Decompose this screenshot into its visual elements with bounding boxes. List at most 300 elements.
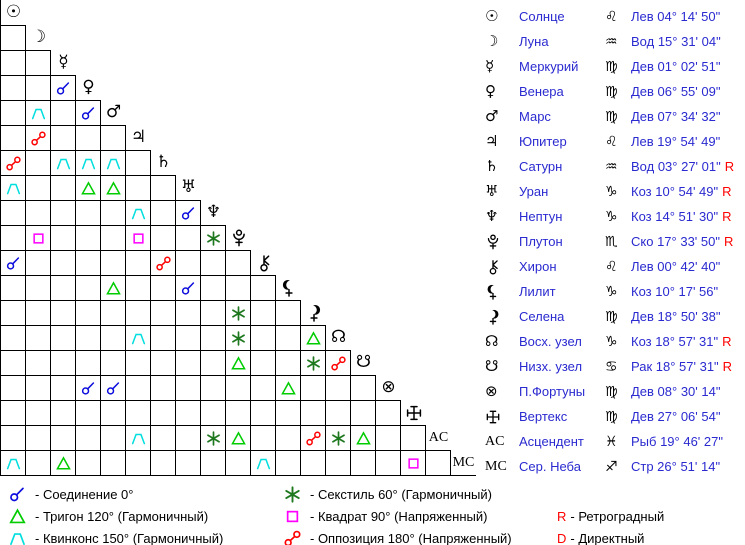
neptune-icon: ♆ bbox=[205, 202, 222, 222]
aspect-cell-venus-sun bbox=[0, 75, 26, 101]
aspect-cell-mars-mercury bbox=[50, 100, 76, 126]
planet-glyph-cell bbox=[485, 435, 519, 449]
aspect-opp-icon bbox=[5, 155, 22, 172]
legend-item-quin bbox=[8, 528, 223, 545]
planet-glyph-cell bbox=[485, 309, 519, 325]
aspect-trine-icon bbox=[230, 355, 247, 372]
aspect-conj-icon bbox=[8, 485, 27, 504]
aspect-cell-north-node-uranus bbox=[175, 325, 201, 351]
aspect-cell-pluto-uranus bbox=[175, 225, 201, 251]
planet-glyph-cell bbox=[485, 109, 519, 124]
aspect-cell-south-node-moon bbox=[25, 350, 51, 376]
aspect-cell-fortune-north-node bbox=[325, 375, 351, 401]
aspect-cell-fortune-mars bbox=[100, 375, 126, 401]
grid-planet-glyph-lilith bbox=[275, 275, 301, 301]
aspect-quin-icon bbox=[130, 430, 147, 447]
venus-icon: ♀ bbox=[485, 82, 496, 100]
zodiac-sign-icon: ♋ bbox=[605, 358, 618, 375]
aspect-cell-mc-fortune bbox=[375, 450, 401, 476]
aspect-cell-jupiter-sun bbox=[0, 125, 26, 151]
aspect-cell-pluto-mars bbox=[100, 225, 126, 251]
uranus-icon: ♅ bbox=[180, 177, 197, 197]
mc-icon: MC bbox=[452, 454, 475, 470]
aspect-trine-icon bbox=[230, 430, 247, 447]
aspect-opp-icon bbox=[330, 355, 347, 372]
aspect-cell-fortune-lilith bbox=[275, 375, 301, 401]
aspect-cell-mc-moon bbox=[25, 450, 51, 476]
planet-row-lilith bbox=[485, 279, 743, 304]
aspect-cell-selena-mercury bbox=[50, 300, 76, 326]
aspect-cell-mc-jupiter bbox=[125, 450, 151, 476]
planet-position: Дев 07° 34' 32" bbox=[631, 109, 721, 124]
aspect-cell-neptune-jupiter bbox=[125, 200, 151, 226]
aspect-conj-icon bbox=[55, 80, 72, 97]
aspect-cell-mc-asc bbox=[425, 450, 451, 476]
mars-icon: ♂ bbox=[105, 102, 122, 122]
aspect-cell-south-node-venus bbox=[75, 350, 101, 376]
aspect-quin-icon bbox=[255, 455, 272, 472]
aspect-cell-lilith-mercury bbox=[50, 275, 76, 301]
zodiac-sign-icon: ♑ bbox=[605, 183, 618, 200]
retrograde-flag: R bbox=[722, 359, 733, 374]
aspect-cell-asc-chiron bbox=[250, 425, 276, 451]
zodiac-sign-icon: ♏ bbox=[605, 233, 618, 250]
aspect-cell-asc-selena bbox=[300, 425, 326, 451]
aspect-cell-selena-neptune bbox=[200, 300, 226, 326]
grid-planet-glyph-neptune bbox=[200, 200, 226, 226]
aspect-quin-icon bbox=[5, 455, 22, 472]
aspect-cell-south-node-jupiter bbox=[125, 350, 151, 376]
retrograde-flag: R bbox=[722, 184, 732, 199]
aspect-sext-icon bbox=[283, 485, 302, 504]
aspect-cell-vertex-mercury bbox=[50, 400, 76, 426]
legend-symbol bbox=[283, 507, 305, 526]
aspect-cell-chiron-sun bbox=[0, 250, 26, 276]
aspect-cell-south-node-neptune bbox=[200, 350, 226, 376]
aspect-cell-selena-lilith bbox=[275, 300, 301, 326]
aspect-cell-pluto-sun bbox=[0, 225, 26, 251]
planet-name: Юпитер bbox=[519, 134, 567, 149]
planet-glyph-cell bbox=[485, 460, 519, 474]
planet-row-sun bbox=[485, 4, 743, 29]
aspect-cell-vertex-saturn bbox=[150, 400, 176, 426]
moon-icon: ☽ bbox=[485, 32, 499, 50]
planet-position: Лев 04° 14' 50" bbox=[631, 9, 721, 24]
aspect-cell-mc-neptune bbox=[200, 450, 226, 476]
selena-icon bbox=[305, 304, 323, 322]
aspect-cell-fortune-mercury bbox=[50, 375, 76, 401]
aspect-cell-chiron-jupiter bbox=[125, 250, 151, 276]
aspect-cell-moon-sun bbox=[0, 25, 26, 51]
aspect-conj-icon bbox=[180, 205, 197, 222]
aspect-cell-vertex-mars bbox=[100, 400, 126, 426]
aspect-cell-south-node-selena bbox=[300, 350, 326, 376]
aspect-cell-mc-chiron bbox=[250, 450, 276, 476]
planet-name: Сер. Неба bbox=[519, 459, 581, 474]
aspect-cell-uranus-moon bbox=[25, 175, 51, 201]
mc-icon: MC bbox=[485, 458, 507, 474]
aspect-cell-fortune-venus bbox=[75, 375, 101, 401]
aspect-cell-mercury-moon bbox=[25, 50, 51, 76]
aspect-cell-mc-pluto bbox=[225, 450, 251, 476]
aspect-cell-chiron-neptune bbox=[200, 250, 226, 276]
planet-position: Рыб 19° 46' 27" bbox=[631, 434, 723, 449]
planet-name: Восх. узел bbox=[519, 334, 582, 349]
planet-row-venus bbox=[485, 79, 743, 104]
aspect-cell-lilith-neptune bbox=[200, 275, 226, 301]
grid-planet-glyph-south-node bbox=[350, 350, 376, 376]
neptune-icon: ♆ bbox=[485, 207, 499, 225]
aspect-cell-lilith-chiron bbox=[250, 275, 276, 301]
aspect-cell-pluto-neptune bbox=[200, 225, 226, 251]
aspect-cell-lilith-pluto bbox=[225, 275, 251, 301]
planet-row-chiron bbox=[485, 254, 743, 279]
legend-item-opp bbox=[283, 528, 512, 545]
legend-item-conj bbox=[8, 484, 133, 504]
aspect-cell-saturn-moon bbox=[25, 150, 51, 176]
aspect-cell-asc-mercury bbox=[50, 425, 76, 451]
planet-row-fortune bbox=[485, 379, 743, 404]
aspect-quin-icon bbox=[130, 330, 147, 347]
zodiac-sign-icon: ♑ bbox=[605, 208, 618, 225]
aspect-trine-icon bbox=[280, 380, 297, 397]
planet-row-jupiter bbox=[485, 129, 743, 154]
planet-position: Дев 01° 02' 51" bbox=[631, 59, 721, 74]
legend-label: - Соединение 0° bbox=[35, 486, 134, 502]
pluto-icon bbox=[230, 229, 248, 247]
vertex-icon bbox=[405, 404, 423, 422]
planet-glyph-cell bbox=[485, 84, 519, 99]
aspect-cell-mc-mercury bbox=[50, 450, 76, 476]
aspect-cell-mc-sun bbox=[0, 450, 26, 476]
uranus-icon: ♅ bbox=[485, 182, 499, 200]
aspect-opp-icon bbox=[30, 130, 47, 147]
aspect-cell-pluto-moon bbox=[25, 225, 51, 251]
aspect-trine-icon bbox=[105, 180, 122, 197]
aspect-cell-uranus-sun bbox=[0, 175, 26, 201]
planet-glyph-cell bbox=[485, 209, 519, 224]
aspect-quin-icon bbox=[5, 180, 22, 197]
aspect-cell-vertex-selena bbox=[300, 400, 326, 426]
aspect-quin-icon bbox=[55, 155, 72, 172]
aspect-cell-selena-jupiter bbox=[125, 300, 151, 326]
aspect-quin-icon bbox=[30, 105, 47, 122]
aspect-sext-icon bbox=[230, 330, 247, 347]
aspect-quin-icon bbox=[8, 529, 27, 545]
planet-row-uranus bbox=[485, 179, 743, 204]
aspect-cell-north-node-mars bbox=[100, 325, 126, 351]
zodiac-sign-icon: ♌ bbox=[605, 8, 618, 25]
planet-position: Вод 15° 31' 04" bbox=[631, 34, 721, 49]
aspect-cell-uranus-saturn bbox=[150, 175, 176, 201]
planet-glyph-cell bbox=[485, 59, 519, 74]
aspect-cell-south-node-mercury bbox=[50, 350, 76, 376]
planet-row-north-node bbox=[485, 329, 743, 354]
aspect-sext-icon bbox=[205, 430, 222, 447]
planet-position: Стр 26° 51' 14" bbox=[631, 459, 721, 474]
planet-row-moon bbox=[485, 29, 743, 54]
aspect-trine-icon bbox=[355, 430, 372, 447]
aspect-cell-mc-selena bbox=[300, 450, 326, 476]
grid-planet-glyph-chiron bbox=[250, 250, 276, 276]
retro-label: - Директный bbox=[570, 530, 645, 545]
grid-planet-glyph-fortune bbox=[375, 375, 401, 401]
aspect-cell-pluto-mercury bbox=[50, 225, 76, 251]
aspect-cell-saturn-sun bbox=[0, 150, 26, 176]
mercury-icon: ☿ bbox=[58, 52, 69, 72]
south-node-icon: ☋ bbox=[355, 352, 372, 372]
grid-planet-glyph-asc bbox=[425, 425, 451, 451]
grid-planet-glyph-uranus bbox=[175, 175, 201, 201]
legend-label: - Секстиль 60° (Гармоничный) bbox=[310, 486, 492, 502]
planet-name: П.Фортуны bbox=[519, 384, 586, 399]
chiron-icon bbox=[485, 259, 501, 275]
aspect-cell-asc-sun bbox=[0, 425, 26, 451]
aspect-cell-selena-chiron bbox=[250, 300, 276, 326]
legend-item-trine bbox=[8, 506, 208, 526]
zodiac-sign-icon: ♓ bbox=[605, 433, 618, 450]
legend-symbol bbox=[283, 529, 305, 545]
legend-label: - Оппозиция 180° (Напряженный) bbox=[310, 530, 512, 545]
retro-letter: R bbox=[557, 508, 567, 524]
planet-name: Селена bbox=[519, 309, 565, 324]
legend-label: - Квадрат 90° (Напряженный) bbox=[310, 508, 488, 524]
fortune-icon: ⊗ bbox=[381, 377, 396, 397]
grid-planet-glyph-north-node bbox=[325, 325, 351, 351]
planet-glyph-cell bbox=[485, 384, 519, 399]
aspect-cell-vertex-neptune bbox=[200, 400, 226, 426]
aspect-cell-vertex-jupiter bbox=[125, 400, 151, 426]
aspect-quin-icon bbox=[105, 155, 122, 172]
aspect-cell-fortune-moon bbox=[25, 375, 51, 401]
aspects-legend bbox=[0, 484, 745, 545]
aspect-cell-asc-south-node bbox=[350, 425, 376, 451]
planet-name: Сатурн bbox=[519, 159, 563, 174]
selena-icon bbox=[485, 309, 501, 325]
aspect-cell-lilith-mars bbox=[100, 275, 126, 301]
aspect-cell-asc-fortune bbox=[375, 425, 401, 451]
aspect-cell-lilith-moon bbox=[25, 275, 51, 301]
aspect-cell-fortune-neptune bbox=[200, 375, 226, 401]
aspect-cell-saturn-mercury bbox=[50, 150, 76, 176]
grid-planet-glyph-selena bbox=[300, 300, 326, 326]
aspect-cell-fortune-uranus bbox=[175, 375, 201, 401]
aspect-square-icon bbox=[30, 230, 47, 247]
zodiac-sign-icon: ♌ bbox=[605, 133, 618, 150]
aspect-cell-asc-north-node bbox=[325, 425, 351, 451]
aspect-cell-chiron-moon bbox=[25, 250, 51, 276]
aspect-quin-icon bbox=[130, 205, 147, 222]
planet-row-mc bbox=[485, 454, 743, 479]
zodiac-sign-icon: ♍ bbox=[605, 383, 618, 400]
grid-planet-glyph-sun bbox=[0, 0, 26, 26]
aspect-cell-mc-north-node bbox=[325, 450, 351, 476]
aspect-cell-pluto-saturn bbox=[150, 225, 176, 251]
aspect-trine-icon bbox=[55, 455, 72, 472]
grid-planet-glyph-pluto bbox=[225, 225, 251, 251]
legend-symbol bbox=[283, 485, 305, 504]
grid-planet-glyph-mc bbox=[450, 450, 476, 476]
zodiac-sign-icon: ♒ bbox=[605, 33, 618, 50]
aspect-cell-asc-moon bbox=[25, 425, 51, 451]
zodiac-sign-icon: ♍ bbox=[605, 58, 618, 75]
aspect-cell-chiron-saturn bbox=[150, 250, 176, 276]
retrograde-flag: R bbox=[722, 334, 732, 349]
chiron-icon bbox=[255, 254, 273, 272]
aspect-trine-icon bbox=[80, 180, 97, 197]
aspect-opp-icon bbox=[155, 255, 172, 272]
planet-glyph-cell bbox=[485, 334, 519, 349]
aspect-cell-mars-moon bbox=[25, 100, 51, 126]
aspect-cell-selena-pluto bbox=[225, 300, 251, 326]
mars-icon: ♂ bbox=[485, 107, 499, 125]
planet-position: Дев 18° 50' 38" bbox=[631, 309, 721, 324]
aspect-conj-icon bbox=[5, 255, 22, 272]
planet-row-neptune bbox=[485, 204, 743, 229]
legend-symbol bbox=[8, 529, 30, 545]
zodiac-sign-icon: ♍ bbox=[605, 108, 618, 125]
planet-position: Коз 10° 17' 56" bbox=[631, 284, 719, 299]
aspect-cell-north-node-moon bbox=[25, 325, 51, 351]
aspect-conj-icon bbox=[180, 280, 197, 297]
aspect-cell-lilith-sun bbox=[0, 275, 26, 301]
aspect-cell-fortune-south-node bbox=[350, 375, 376, 401]
aspect-cell-south-node-mars bbox=[100, 350, 126, 376]
aspect-cell-chiron-venus bbox=[75, 250, 101, 276]
aspect-square-icon bbox=[283, 507, 302, 526]
planet-glyph-cell bbox=[485, 184, 519, 199]
aspect-cell-north-node-saturn bbox=[150, 325, 176, 351]
aspect-cell-south-node-uranus bbox=[175, 350, 201, 376]
aspect-cell-mc-vertex bbox=[400, 450, 426, 476]
aspect-cell-pluto-venus bbox=[75, 225, 101, 251]
aspect-cell-selena-moon bbox=[25, 300, 51, 326]
legend-retro-r bbox=[557, 506, 664, 526]
aspect-cell-selena-sun bbox=[0, 300, 26, 326]
aspect-cell-selena-mars bbox=[100, 300, 126, 326]
zodiac-sign-icon: ♍ bbox=[605, 308, 618, 325]
retrograde-flag: R bbox=[722, 209, 732, 224]
aspect-square-icon bbox=[130, 230, 147, 247]
aspect-cell-mc-venus bbox=[75, 450, 101, 476]
aspect-cell-vertex-uranus bbox=[175, 400, 201, 426]
aspect-cell-asc-neptune bbox=[200, 425, 226, 451]
aspect-cell-mc-mars bbox=[100, 450, 126, 476]
aspect-cell-selena-venus bbox=[75, 300, 101, 326]
aspect-cell-neptune-venus bbox=[75, 200, 101, 226]
grid-planet-glyph-venus bbox=[75, 75, 101, 101]
aspect-cell-chiron-mercury bbox=[50, 250, 76, 276]
aspect-cell-uranus-venus bbox=[75, 175, 101, 201]
aspect-cell-fortune-sun bbox=[0, 375, 26, 401]
aspect-cell-south-node-lilith bbox=[275, 350, 301, 376]
aspect-cell-vertex-moon bbox=[25, 400, 51, 426]
aspect-cell-south-node-sun bbox=[0, 350, 26, 376]
aspect-cell-chiron-pluto bbox=[225, 250, 251, 276]
aspect-cell-selena-saturn bbox=[150, 300, 176, 326]
mercury-icon: ☿ bbox=[485, 57, 495, 75]
aspect-cell-vertex-venus bbox=[75, 400, 101, 426]
planet-name: Меркурий bbox=[519, 59, 579, 74]
planet-glyph-cell bbox=[485, 409, 519, 425]
aspect-cell-neptune-moon bbox=[25, 200, 51, 226]
retrograde-flag: R bbox=[723, 234, 734, 249]
zodiac-sign-icon: ♑ bbox=[605, 333, 618, 350]
aspect-opp-icon bbox=[283, 529, 302, 545]
aspect-cell-asc-vertex bbox=[400, 425, 426, 451]
zodiac-sign-icon: ♍ bbox=[605, 408, 618, 425]
aspect-sext-icon bbox=[205, 230, 222, 247]
zodiac-sign-icon: ♑ bbox=[605, 283, 618, 300]
aspect-conj-icon bbox=[105, 380, 122, 397]
aspect-cell-mc-lilith bbox=[275, 450, 301, 476]
aspect-cell-jupiter-moon bbox=[25, 125, 51, 151]
aspect-cell-asc-jupiter bbox=[125, 425, 151, 451]
grid-planet-glyph-moon bbox=[25, 25, 51, 51]
aspect-cell-mercury-sun bbox=[0, 50, 26, 76]
planet-name: Марс bbox=[519, 109, 551, 124]
planet-position: Дев 27° 06' 54" bbox=[631, 409, 721, 424]
pluto-icon bbox=[485, 234, 501, 250]
aspect-cell-north-node-neptune bbox=[200, 325, 226, 351]
retro-letter: D bbox=[557, 530, 567, 545]
fortune-icon: ⊗ bbox=[485, 382, 498, 400]
aspect-cell-vertex-sun bbox=[0, 400, 26, 426]
grid-planet-glyph-mercury bbox=[50, 50, 76, 76]
aspect-cell-neptune-mars bbox=[100, 200, 126, 226]
jupiter-icon: ♃ bbox=[485, 132, 499, 150]
planet-name: Нептун bbox=[519, 209, 563, 224]
aspect-cell-lilith-jupiter bbox=[125, 275, 151, 301]
legend-label: - Тригон 120° (Гармоничный) bbox=[35, 508, 209, 524]
aspect-conj-icon bbox=[80, 380, 97, 397]
planet-glyph-cell bbox=[485, 259, 519, 275]
aspect-cell-north-node-lilith bbox=[275, 325, 301, 351]
aspect-cell-saturn-mars bbox=[100, 150, 126, 176]
planet-glyph-cell bbox=[485, 159, 519, 174]
aspect-cell-vertex-lilith bbox=[275, 400, 301, 426]
legend-label: - Квинконс 150° (Гармоничный) bbox=[35, 530, 224, 545]
planet-name: Хирон bbox=[519, 259, 557, 274]
aspect-cell-north-node-selena bbox=[300, 325, 326, 351]
grid-planet-glyph-mars bbox=[100, 100, 126, 126]
aspect-cell-neptune-uranus bbox=[175, 200, 201, 226]
aspect-cell-asc-pluto bbox=[225, 425, 251, 451]
planet-name: Вертекс bbox=[519, 409, 568, 424]
aspect-cell-neptune-mercury bbox=[50, 200, 76, 226]
planet-position: Коз 14° 51' 30" bbox=[631, 209, 719, 224]
moon-icon: ☽ bbox=[30, 27, 47, 47]
aspect-cell-asc-venus bbox=[75, 425, 101, 451]
planet-row-saturn bbox=[485, 154, 743, 179]
lilith-icon bbox=[280, 279, 298, 297]
aspect-cell-asc-saturn bbox=[150, 425, 176, 451]
sun-icon: ☉ bbox=[5, 2, 22, 22]
aspect-cell-mc-saturn bbox=[150, 450, 176, 476]
aspect-cell-vertex-south-node bbox=[350, 400, 376, 426]
grid-planet-glyph-vertex bbox=[400, 400, 426, 426]
aspect-cell-fortune-saturn bbox=[150, 375, 176, 401]
legend-symbol bbox=[8, 507, 30, 526]
planet-name: Лилит bbox=[519, 284, 556, 299]
planet-row-south-node bbox=[485, 354, 743, 379]
aspect-conj-icon bbox=[80, 105, 97, 122]
retrograde-flag: R bbox=[724, 159, 735, 174]
aspect-cell-pluto-jupiter bbox=[125, 225, 151, 251]
vertex-icon bbox=[485, 409, 501, 425]
aspect-cell-fortune-pluto bbox=[225, 375, 251, 401]
planet-glyph-cell bbox=[485, 359, 519, 374]
